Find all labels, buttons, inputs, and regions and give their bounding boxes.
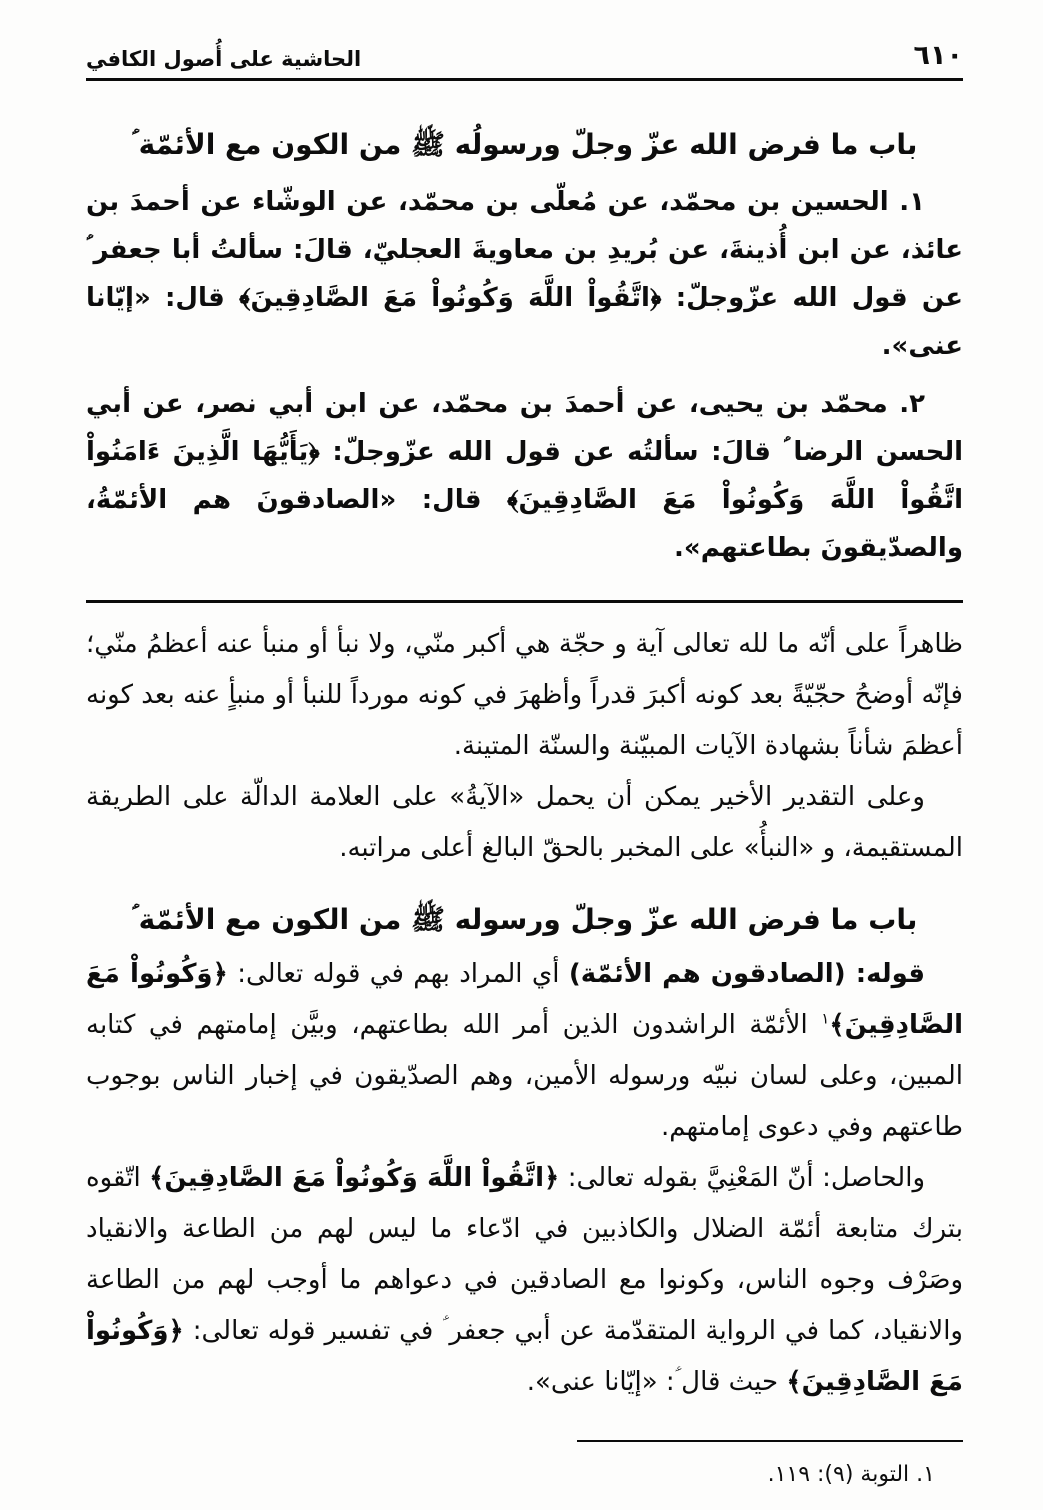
- footnote-rule: [577, 1440, 963, 1442]
- page-number: ٦١٠: [913, 40, 963, 71]
- header-rule: [86, 78, 963, 81]
- hadith-2: ٢. محمّد بن يحيى، عن أحمدَ بن محمّد، عن ابن أبي نصر، عن أبي الحسن الرضا ؑ قالَ: سألتُه عن قول الله عزّوجلّ: ﴿يَأَيُّهَا الَّذِينَ ءَامَنُواْ اتَّقُواْ اللَّهَ وَكُونُواْ مَعَ الصَّادِقِينَ﴾ قال: «الصادقونَ هم الأئمّةُ، والصدّيقونَ بطاعتهم».: [86, 389, 963, 564]
- chapter-heading: باب ما فرض الله عزّ وجلّ ورسولُه ﷺ من الكون مع الأئمّة ؑ: [131, 128, 918, 161]
- footnote-tawba-119: ١. التوبة (٩): ١١٩.: [767, 1462, 935, 1488]
- commentary-paragraph-walhasil: والحاصل: أنّ المَعْنِيَّ بقوله تعالى: ﴿اتَّقُواْ اللَّهَ وَكُونُواْ مَعَ الصَّادِقِينَ﴾ اتّقوه بترك متابعة أئمّة الضلال والكاذبين في ادّعاء ما ليس لهم من الطاعة والانقياد وصَرْف وجوه الناس، وكونوا مع الصادقين في دعواهم ما أوجب لهم من الطاعة والانقياد، كما في الرواية المتقدّمة عن أبي جعفر ؑ في تفسير قوله تعالى: ﴿وَكُونُواْ مَعَ الصَّادِقِينَ﴾ حيث قال ؑ: «إيّانا عنى».: [86, 1163, 963, 1398]
- running-header: [86, 40, 963, 71]
- book-title: الحاشية على أُصول الكافي: [86, 47, 362, 71]
- commentary-divider: [86, 600, 963, 603]
- hadith-1: ١. الحسين بن محمّد، عن مُعلّى بن محمّد، عن الوشّاء عن أحمدَ بن عائذ، عن ابن أُذينةَ، عن بُريدِ بن معاويةَ العجليّ، قالَ: سألتُ أبا جعفر ؑ عن قول الله عزّوجلّ: ﴿اتَّقُواْ اللَّهَ وَكُونُواْ مَعَ الصَّادِقِينَ﴾ قال: «إيّانا عنى».: [86, 187, 963, 362]
- section-heading: باب ما فرض الله عزّ وجلّ ورسوله ﷺ من الكون مع الأئمّة ؑ: [131, 903, 918, 937]
- commentary-paragraph-taqdir: وعلى التقدير الأخير يمكن أن يحمل «الآيةُ» على العلامة الدالّة على الطريقة المستقيمة، و «النبأُ» على المخبر بالحقّ البالغ أعلى مراتبه.: [86, 782, 963, 864]
- commentary-paragraph-qawluhu: قوله: (الصادقون هم الأئمّة) أي المراد بهم في قوله تعالى: ﴿وَكُونُواْ مَعَ الصَّادِقِينَ﴾$^١$ الأئمّة الراشدون الذين أمر الله بطاعتهم، وبيَّن إمامتهم في كتابه المبين، وعلى لسان نبيّه ورسوله الأمين، وهم الصدّيقون في إخبار الناس بوجوب طاعتهم وفي دعوى إمامتهم.: [86, 959, 963, 1143]
- commentary-paragraph-continuation: ظاهراً على أنّه ما لله تعالى آية و حجّة هي أكبر منّي، ولا نبأ أو منبأ عنه أعظمُ منّي؛ فإنّه أوضحُ حجّيّةً بعد كونه أكبرَ قدراً وأظهرَ في كونه مورداً للنبأ أو منبأٍ عنه بعد كونه أعظمَ شأناً بشهادة الآيات المبيّنة والسنّة المتينة.: [86, 629, 963, 762]
